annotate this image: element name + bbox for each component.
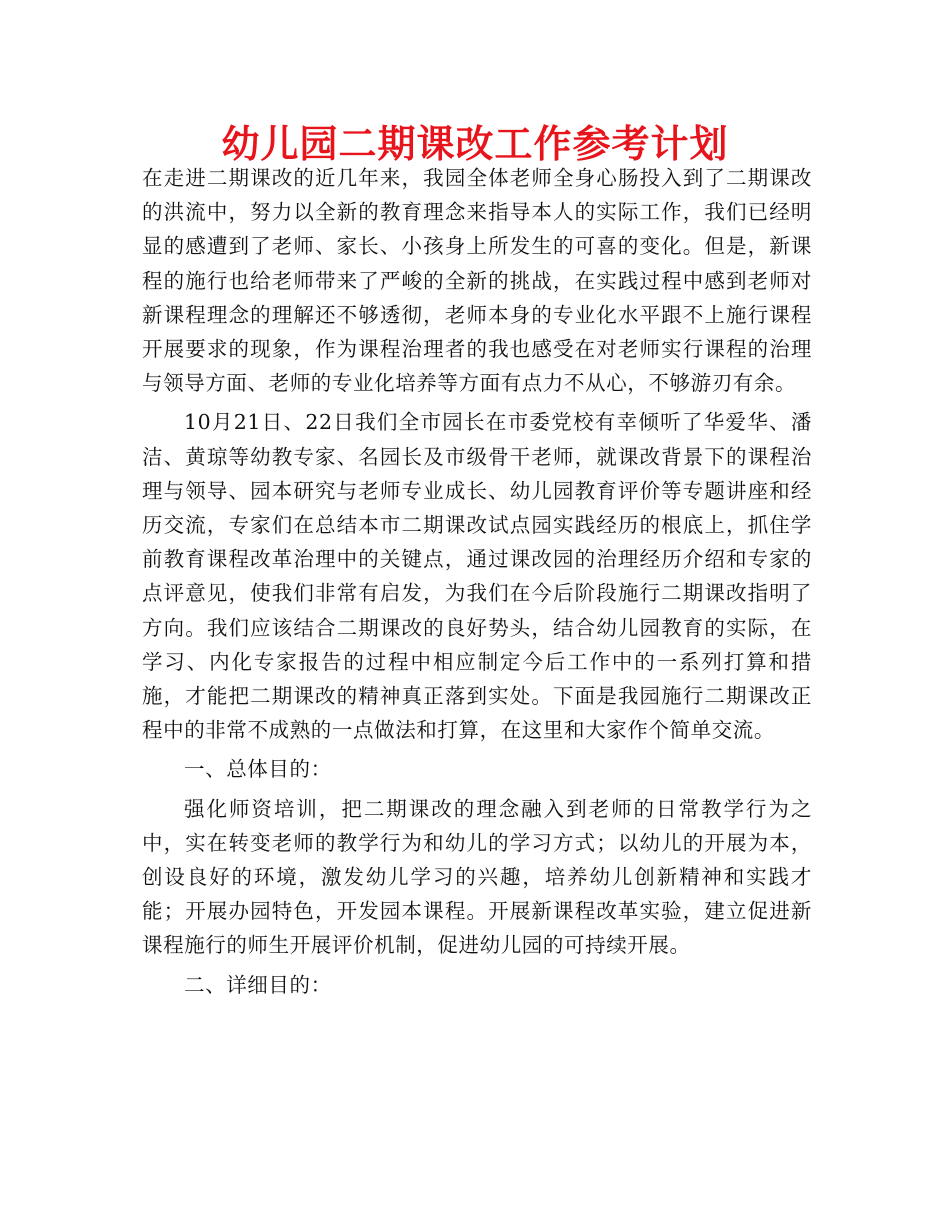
paragraph-meeting: 10月21日、22日我们全市园长在市委党校有幸倾听了华爱华、潘洁、黄琼等幼教专家、名园长及市级骨干老师，就课改背景下的课程治理与领导、园本研究与老师专业成长、幼儿园教育评价等专题讲座和经历交流，专家们在总结本市二期课改试点园实践经历的根底上，抓住学前教育课程改革治理中的关键点，通过课改园的治理经历介绍和专家的点评意见，使我们非常有启发，为我们在今后阶段施行二期课改指明了方向。我们应该结合二期课改的良好势头，结合幼儿园教育的实际，在学习、内化专家报告的过程中相应制定今后工作中的一系列打算和措施，才能把二期课改的精神真正落到实处。下面是我园施行二期课改正程中的非常不成熟的一点做法和打算，在这里和大家作个简单交流。 xyxy=(142,410,812,743)
document-body xyxy=(142,161,812,1007)
document-title: 幼儿园二期课改工作参考计划 xyxy=(221,122,729,166)
heading-detailed-goal: 二、详细目的： xyxy=(184,972,332,997)
heading-overall-goal: 一、总体目的： xyxy=(184,757,332,782)
paragraph-overall-goal: 强化师资培训，把二期课改的理念融入到老师的日常教学行为之中，实在转变老师的教学行为和幼儿的学习方式；以幼儿的开展为本，创设良好的环境，激发幼儿学习的兴趣，培养幼儿创新精神和实践才能；开展办园特色，开发园本课程。开展新课程改革实验，建立促进新课程施行的师生开展评价机制，促进幼儿园的可持续开展。 xyxy=(142,796,812,958)
paragraph-intro: 在走进二期课改的近几年来，我园全体老师全身心肠投入到了二期课改的洪流中，努力以全新的教育理念来指导本人的实际工作，我们已经明显的感遭到了老师、家长、小孩身上所发生的可喜的变化。但是，新课程的施行也给老师带来了严峻的全新的挑战，在实践过程中感到老师对新课程理念的理解还不够透彻，老师本身的专业化水平跟不上施行课程开展要求的现象，作为课程治理者的我也感受在对老师实行课程的治理与领导方面、老师的专业化培养等方面有点力不从心，不够游刃有余。 xyxy=(142,166,812,396)
